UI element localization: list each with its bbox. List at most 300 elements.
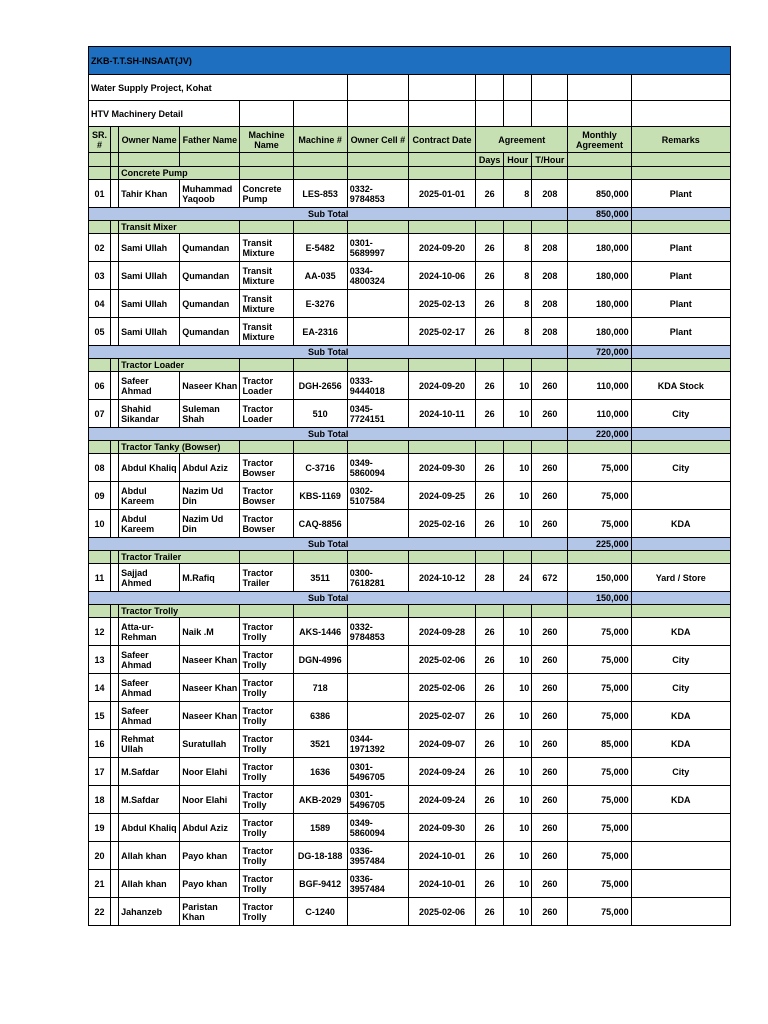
table-row — [89, 400, 731, 428]
owner-cell-cell: 0334-4800324 — [347, 262, 408, 290]
table-row — [89, 180, 731, 208]
hour-cell: 10 — [504, 870, 532, 898]
hour-cell: 10 — [504, 730, 532, 758]
header-owner-cell: Owner Cell # — [347, 127, 408, 153]
table-row — [89, 454, 731, 482]
machine-number-cell: DGH-2656 — [293, 372, 347, 400]
hour-cell: 10 — [504, 482, 532, 510]
monthly-agreement-cell: 180,000 — [568, 290, 631, 318]
thour-cell: 260 — [532, 870, 568, 898]
machine-number-cell: AKS-1446 — [293, 618, 347, 646]
subtotal-value: 220,000 — [568, 428, 631, 441]
monthly-agreement-cell: 75,000 — [568, 786, 631, 814]
owner-name-cell: Tahir Khan — [119, 180, 180, 208]
owner-name-cell: Allah khan — [119, 842, 180, 870]
hour-cell: 8 — [504, 262, 532, 290]
machinery-sheet — [88, 46, 731, 926]
father-name-cell: Suratullah — [180, 730, 240, 758]
header-hour: Hour — [504, 153, 532, 167]
hour-cell: 10 — [504, 618, 532, 646]
days-cell: 26 — [476, 898, 504, 926]
monthly-agreement-cell: 85,000 — [568, 730, 631, 758]
subtotal-row — [89, 428, 731, 441]
category-row — [89, 167, 731, 180]
owner-name-cell: Rehmat Ullah — [119, 730, 180, 758]
table-row — [89, 262, 731, 290]
machine-name-cell: Tractor Trolly — [240, 674, 293, 702]
table-row — [89, 482, 731, 510]
machine-number-cell: DG-18-188 — [293, 842, 347, 870]
monthly-agreement-cell: 75,000 — [568, 814, 631, 842]
days-cell: 26 — [476, 730, 504, 758]
remarks-cell: City — [631, 646, 730, 674]
category-label: Tractor Loader — [119, 359, 240, 372]
owner-name-cell: Allah khan — [119, 870, 180, 898]
category-label: Tractor Trailer — [119, 551, 240, 564]
hour-cell: 10 — [504, 702, 532, 730]
contract-date-cell: 2025-02-16 — [408, 510, 475, 538]
contract-date-cell: 2025-01-01 — [408, 180, 475, 208]
header-row — [89, 127, 731, 153]
table-row — [89, 842, 731, 870]
monthly-agreement-cell: 180,000 — [568, 234, 631, 262]
remarks-cell: Yard / Store — [631, 564, 730, 592]
hour-cell: 10 — [504, 814, 532, 842]
owner-cell-cell — [347, 646, 408, 674]
remarks-cell: KDA — [631, 702, 730, 730]
hour-cell: 10 — [504, 400, 532, 428]
monthly-agreement-cell: 75,000 — [568, 842, 631, 870]
days-cell: 26 — [476, 262, 504, 290]
owner-name-cell: Sami Ullah — [119, 262, 180, 290]
father-name-cell: Nazim Ud Din — [180, 510, 240, 538]
father-name-cell: M.Rafiq — [180, 564, 240, 592]
subtotal-label: Sub Total — [89, 428, 568, 441]
sr-cell: 19 — [89, 814, 111, 842]
remarks-cell: Plant — [631, 234, 730, 262]
table-row — [89, 870, 731, 898]
thour-cell: 260 — [532, 842, 568, 870]
contract-date-cell: 2024-10-11 — [408, 400, 475, 428]
days-cell: 26 — [476, 674, 504, 702]
machine-name-cell: Tractor Bowser — [240, 510, 293, 538]
father-name-cell: Naseer Khan — [180, 674, 240, 702]
hour-cell: 10 — [504, 454, 532, 482]
table-row — [89, 814, 731, 842]
contract-date-cell: 2024-10-01 — [408, 870, 475, 898]
remarks-cell: City — [631, 454, 730, 482]
monthly-agreement-cell: 75,000 — [568, 482, 631, 510]
contract-date-cell: 2025-02-13 — [408, 290, 475, 318]
sr-cell: 04 — [89, 290, 111, 318]
father-name-cell: Nazim Ud Din — [180, 482, 240, 510]
owner-cell-cell — [347, 510, 408, 538]
machine-number-cell: E-3276 — [293, 290, 347, 318]
hour-cell: 8 — [504, 234, 532, 262]
owner-name-cell: M.Safdar — [119, 786, 180, 814]
sr-cell: 18 — [89, 786, 111, 814]
remarks-cell: Plant — [631, 262, 730, 290]
category-row — [89, 221, 731, 234]
table-row — [89, 702, 731, 730]
category-label: Concrete Pump — [119, 167, 240, 180]
monthly-agreement-cell: 75,000 — [568, 646, 631, 674]
table-row — [89, 564, 731, 592]
category-label: Tractor Trolly — [119, 605, 240, 618]
sr-cell: 10 — [89, 510, 111, 538]
section-title: HTV Machinery Detail — [89, 101, 240, 127]
hour-cell: 8 — [504, 290, 532, 318]
remarks-cell — [631, 814, 730, 842]
category-row — [89, 441, 731, 454]
father-name-cell: Payo khan — [180, 842, 240, 870]
remarks-cell — [631, 870, 730, 898]
days-cell: 26 — [476, 786, 504, 814]
header-monthly: Monthly Agreement — [568, 127, 631, 153]
sr-cell: 22 — [89, 898, 111, 926]
thour-cell: 208 — [532, 290, 568, 318]
owner-cell-cell — [347, 898, 408, 926]
company-title: ZKB-T.T.SH-INSAAT(JV) — [89, 47, 731, 75]
subheader-row — [89, 153, 731, 167]
days-cell: 26 — [476, 758, 504, 786]
owner-cell-cell — [347, 318, 408, 346]
subtotal-row — [89, 592, 731, 605]
remarks-cell: KDA Stock — [631, 372, 730, 400]
remarks-cell: KDA — [631, 730, 730, 758]
machine-name-cell: Tractor Trolly — [240, 618, 293, 646]
owner-name-cell: Safeer Ahmad — [119, 646, 180, 674]
header-machine-name: Machine Name — [240, 127, 293, 153]
table-row — [89, 618, 731, 646]
owner-name-cell: Atta-ur-Rehman — [119, 618, 180, 646]
header-machine-no: Machine # — [293, 127, 347, 153]
owner-cell-cell: 0301-5496705 — [347, 758, 408, 786]
hour-cell: 10 — [504, 898, 532, 926]
thour-cell: 260 — [532, 646, 568, 674]
category-row — [89, 551, 731, 564]
machine-number-cell: 3521 — [293, 730, 347, 758]
machine-number-cell: AA-035 — [293, 262, 347, 290]
category-label: Tractor Tanky (Bowser) — [119, 441, 240, 454]
owner-cell-cell: 0301-5689997 — [347, 234, 408, 262]
machine-name-cell: Tractor Trolly — [240, 842, 293, 870]
days-cell: 26 — [476, 702, 504, 730]
remarks-cell: Plant — [631, 180, 730, 208]
machine-name-cell: Transit Mixture — [240, 290, 293, 318]
father-name-cell: Abdul Aziz — [180, 454, 240, 482]
owner-cell-cell — [347, 702, 408, 730]
days-cell: 28 — [476, 564, 504, 592]
owner-cell-cell: 0349-5860094 — [347, 454, 408, 482]
father-name-cell: Qumandan — [180, 318, 240, 346]
machine-name-cell: Tractor Trolly — [240, 730, 293, 758]
remarks-cell: KDA — [631, 618, 730, 646]
father-name-cell: Payo khan — [180, 870, 240, 898]
machine-name-cell: Transit Mixture — [240, 234, 293, 262]
contract-date-cell: 2024-09-30 — [408, 454, 475, 482]
remarks-cell: City — [631, 758, 730, 786]
contract-date-cell: 2024-09-24 — [408, 786, 475, 814]
thour-cell: 260 — [532, 674, 568, 702]
thour-cell: 672 — [532, 564, 568, 592]
hour-cell: 10 — [504, 372, 532, 400]
subtotal-label: Sub Total — [89, 208, 568, 221]
machine-number-cell: 510 — [293, 400, 347, 428]
subtotal-value: 720,000 — [568, 346, 631, 359]
father-name-cell: Abdul Aziz — [180, 814, 240, 842]
owner-name-cell: Safeer Ahmad — [119, 702, 180, 730]
father-name-cell: Naseer Khan — [180, 372, 240, 400]
table-row — [89, 318, 731, 346]
contract-date-cell: 2025-02-06 — [408, 646, 475, 674]
days-cell: 26 — [476, 180, 504, 208]
hour-cell: 10 — [504, 758, 532, 786]
machine-number-cell: KBS-1169 — [293, 482, 347, 510]
remarks-cell: KDA — [631, 510, 730, 538]
days-cell: 26 — [476, 454, 504, 482]
sr-cell: 06 — [89, 372, 111, 400]
machine-number-cell: LES-853 — [293, 180, 347, 208]
thour-cell: 260 — [532, 786, 568, 814]
table-row — [89, 786, 731, 814]
header-thour: T/Hour — [532, 153, 568, 167]
table-row — [89, 646, 731, 674]
monthly-agreement-cell: 180,000 — [568, 318, 631, 346]
owner-name-cell: Safeer Ahmad — [119, 674, 180, 702]
machine-name-cell: Concrete Pump — [240, 180, 293, 208]
owner-cell-cell: 0300-7618281 — [347, 564, 408, 592]
owner-name-cell: Safeer Ahmad — [119, 372, 180, 400]
contract-date-cell: 2024-09-30 — [408, 814, 475, 842]
sr-cell: 09 — [89, 482, 111, 510]
father-name-cell: Paristan Khan — [180, 898, 240, 926]
owner-name-cell: Shahid Sikandar — [119, 400, 180, 428]
monthly-agreement-cell: 110,000 — [568, 372, 631, 400]
sr-cell: 14 — [89, 674, 111, 702]
contract-date-cell: 2024-09-07 — [408, 730, 475, 758]
days-cell: 26 — [476, 482, 504, 510]
sr-cell: 07 — [89, 400, 111, 428]
owner-name-cell: Sajjad Ahmed — [119, 564, 180, 592]
table-row — [89, 730, 731, 758]
remarks-cell: KDA — [631, 786, 730, 814]
sr-cell: 01 — [89, 180, 111, 208]
header-remarks: Remarks — [631, 127, 730, 153]
machine-name-cell: Tractor Trolly — [240, 702, 293, 730]
subtotal-row — [89, 346, 731, 359]
hour-cell: 8 — [504, 180, 532, 208]
sr-cell: 12 — [89, 618, 111, 646]
owner-cell-cell: 0336-3957484 — [347, 870, 408, 898]
header-sr: SR. # — [89, 127, 111, 153]
machine-name-cell: Tractor Loader — [240, 372, 293, 400]
sr-cell: 02 — [89, 234, 111, 262]
machine-name-cell: Tractor Trolly — [240, 898, 293, 926]
machine-number-cell: 6386 — [293, 702, 347, 730]
thour-cell: 208 — [532, 318, 568, 346]
monthly-agreement-cell: 75,000 — [568, 898, 631, 926]
header-days: Days — [476, 153, 504, 167]
contract-date-cell: 2024-09-20 — [408, 372, 475, 400]
machine-number-cell: 3511 — [293, 564, 347, 592]
monthly-agreement-cell: 75,000 — [568, 510, 631, 538]
machine-name-cell: Tractor Trolly — [240, 870, 293, 898]
thour-cell: 260 — [532, 702, 568, 730]
machine-number-cell: EA-2316 — [293, 318, 347, 346]
days-cell: 26 — [476, 646, 504, 674]
contract-date-cell: 2025-02-06 — [408, 898, 475, 926]
owner-cell-cell: 0336-3957484 — [347, 842, 408, 870]
machine-name-cell: Tractor Bowser — [240, 482, 293, 510]
subtotal-label: Sub Total — [89, 592, 568, 605]
owner-cell-cell: 0301-5496705 — [347, 786, 408, 814]
machine-number-cell: AKB-2029 — [293, 786, 347, 814]
father-name-cell: Naseer Khan — [180, 646, 240, 674]
hour-cell: 10 — [504, 786, 532, 814]
monthly-agreement-cell: 75,000 — [568, 870, 631, 898]
thour-cell: 260 — [532, 510, 568, 538]
machine-number-cell: BGF-9412 — [293, 870, 347, 898]
sr-cell: 08 — [89, 454, 111, 482]
machine-number-cell: 1589 — [293, 814, 347, 842]
contract-date-cell: 2024-10-06 — [408, 262, 475, 290]
table-row — [89, 758, 731, 786]
owner-name-cell: Abdul Kareem — [119, 510, 180, 538]
days-cell: 26 — [476, 870, 504, 898]
father-name-cell: Naseer Khan — [180, 702, 240, 730]
project-title: Water Supply Project, Kohat — [89, 75, 348, 101]
days-cell: 26 — [476, 814, 504, 842]
owner-name-cell: Abdul Khaliq — [119, 814, 180, 842]
owner-cell-cell — [347, 290, 408, 318]
remarks-cell — [631, 898, 730, 926]
thour-cell: 260 — [532, 758, 568, 786]
contract-date-cell: 2024-09-20 — [408, 234, 475, 262]
father-name-cell: Qumandan — [180, 262, 240, 290]
machine-name-cell: Tractor Trolly — [240, 814, 293, 842]
owner-cell-cell: 0332-9784853 — [347, 618, 408, 646]
machine-number-cell: CAQ-8856 — [293, 510, 347, 538]
header-owner: Owner Name — [119, 127, 180, 153]
owner-cell-cell: 0333-9444018 — [347, 372, 408, 400]
thour-cell: 260 — [532, 730, 568, 758]
thour-cell: 260 — [532, 814, 568, 842]
monthly-agreement-cell: 75,000 — [568, 674, 631, 702]
category-label: Transit Mixer — [119, 221, 240, 234]
subtotal-label: Sub Total — [89, 538, 568, 551]
sr-cell: 11 — [89, 564, 111, 592]
machine-name-cell: Tractor Bowser — [240, 454, 293, 482]
owner-cell-cell: 0332-9784853 — [347, 180, 408, 208]
sr-cell: 20 — [89, 842, 111, 870]
hour-cell: 10 — [504, 510, 532, 538]
thour-cell: 208 — [532, 180, 568, 208]
contract-date-cell: 2025-02-07 — [408, 702, 475, 730]
remarks-cell: City — [631, 674, 730, 702]
subtotal-value: 150,000 — [568, 592, 631, 605]
thour-cell: 260 — [532, 372, 568, 400]
owner-cell-cell: 0345-7724151 — [347, 400, 408, 428]
owner-name-cell: Sami Ullah — [119, 318, 180, 346]
machine-number-cell: 718 — [293, 674, 347, 702]
days-cell: 26 — [476, 510, 504, 538]
owner-name-cell: Sami Ullah — [119, 234, 180, 262]
father-name-cell: Naik .M — [180, 618, 240, 646]
remarks-cell: City — [631, 400, 730, 428]
hour-cell: 10 — [504, 646, 532, 674]
days-cell: 26 — [476, 842, 504, 870]
thour-cell: 260 — [532, 482, 568, 510]
monthly-agreement-cell: 180,000 — [568, 262, 631, 290]
contract-date-cell: 2024-10-01 — [408, 842, 475, 870]
monthly-agreement-cell: 75,000 — [568, 758, 631, 786]
contract-date-cell: 2024-10-12 — [408, 564, 475, 592]
thour-cell: 260 — [532, 454, 568, 482]
monthly-agreement-cell: 110,000 — [568, 400, 631, 428]
remarks-cell — [631, 482, 730, 510]
monthly-agreement-cell: 850,000 — [568, 180, 631, 208]
thour-cell: 208 — [532, 262, 568, 290]
table-row — [89, 510, 731, 538]
machine-name-cell: Tractor Trailer — [240, 564, 293, 592]
subtotal-row — [89, 208, 731, 221]
days-cell: 26 — [476, 290, 504, 318]
sr-cell: 16 — [89, 730, 111, 758]
subtotal-label: Sub Total — [89, 346, 568, 359]
monthly-agreement-cell: 75,000 — [568, 454, 631, 482]
thour-cell: 208 — [532, 234, 568, 262]
owner-name-cell: M.Safdar — [119, 758, 180, 786]
machine-name-cell: Tractor Loader — [240, 400, 293, 428]
hour-cell: 10 — [504, 674, 532, 702]
machine-name-cell: Transit Mixture — [240, 262, 293, 290]
owner-cell-cell: 0349-5860094 — [347, 814, 408, 842]
machine-number-cell: 1636 — [293, 758, 347, 786]
header-father: Father Name — [180, 127, 240, 153]
remarks-cell: Plant — [631, 318, 730, 346]
sr-cell: 15 — [89, 702, 111, 730]
father-name-cell: Noor Elahi — [180, 786, 240, 814]
owner-name-cell: Sami Ullah — [119, 290, 180, 318]
owner-cell-cell: 0344-1971392 — [347, 730, 408, 758]
days-cell: 26 — [476, 400, 504, 428]
sr-cell: 05 — [89, 318, 111, 346]
thour-cell: 260 — [532, 618, 568, 646]
days-cell: 26 — [476, 618, 504, 646]
father-name-cell: Muhammad Yaqoob — [180, 180, 240, 208]
sr-cell: 03 — [89, 262, 111, 290]
subtotal-row — [89, 538, 731, 551]
contract-date-cell: 2024-09-28 — [408, 618, 475, 646]
thour-cell: 260 — [532, 898, 568, 926]
owner-cell-cell: 0302-5107584 — [347, 482, 408, 510]
table-row — [89, 674, 731, 702]
sr-cell: 17 — [89, 758, 111, 786]
father-name-cell: Noor Elahi — [180, 758, 240, 786]
machine-name-cell: Transit Mixture — [240, 318, 293, 346]
machine-name-cell: Tractor Trolly — [240, 758, 293, 786]
days-cell: 26 — [476, 372, 504, 400]
machine-name-cell: Tractor Trolly — [240, 786, 293, 814]
days-cell: 26 — [476, 318, 504, 346]
machine-number-cell: C-3716 — [293, 454, 347, 482]
father-name-cell: Qumandan — [180, 290, 240, 318]
machine-number-cell: C-1240 — [293, 898, 347, 926]
owner-name-cell: Abdul Khaliq — [119, 454, 180, 482]
thour-cell: 260 — [532, 400, 568, 428]
contract-date-cell: 2024-09-25 — [408, 482, 475, 510]
